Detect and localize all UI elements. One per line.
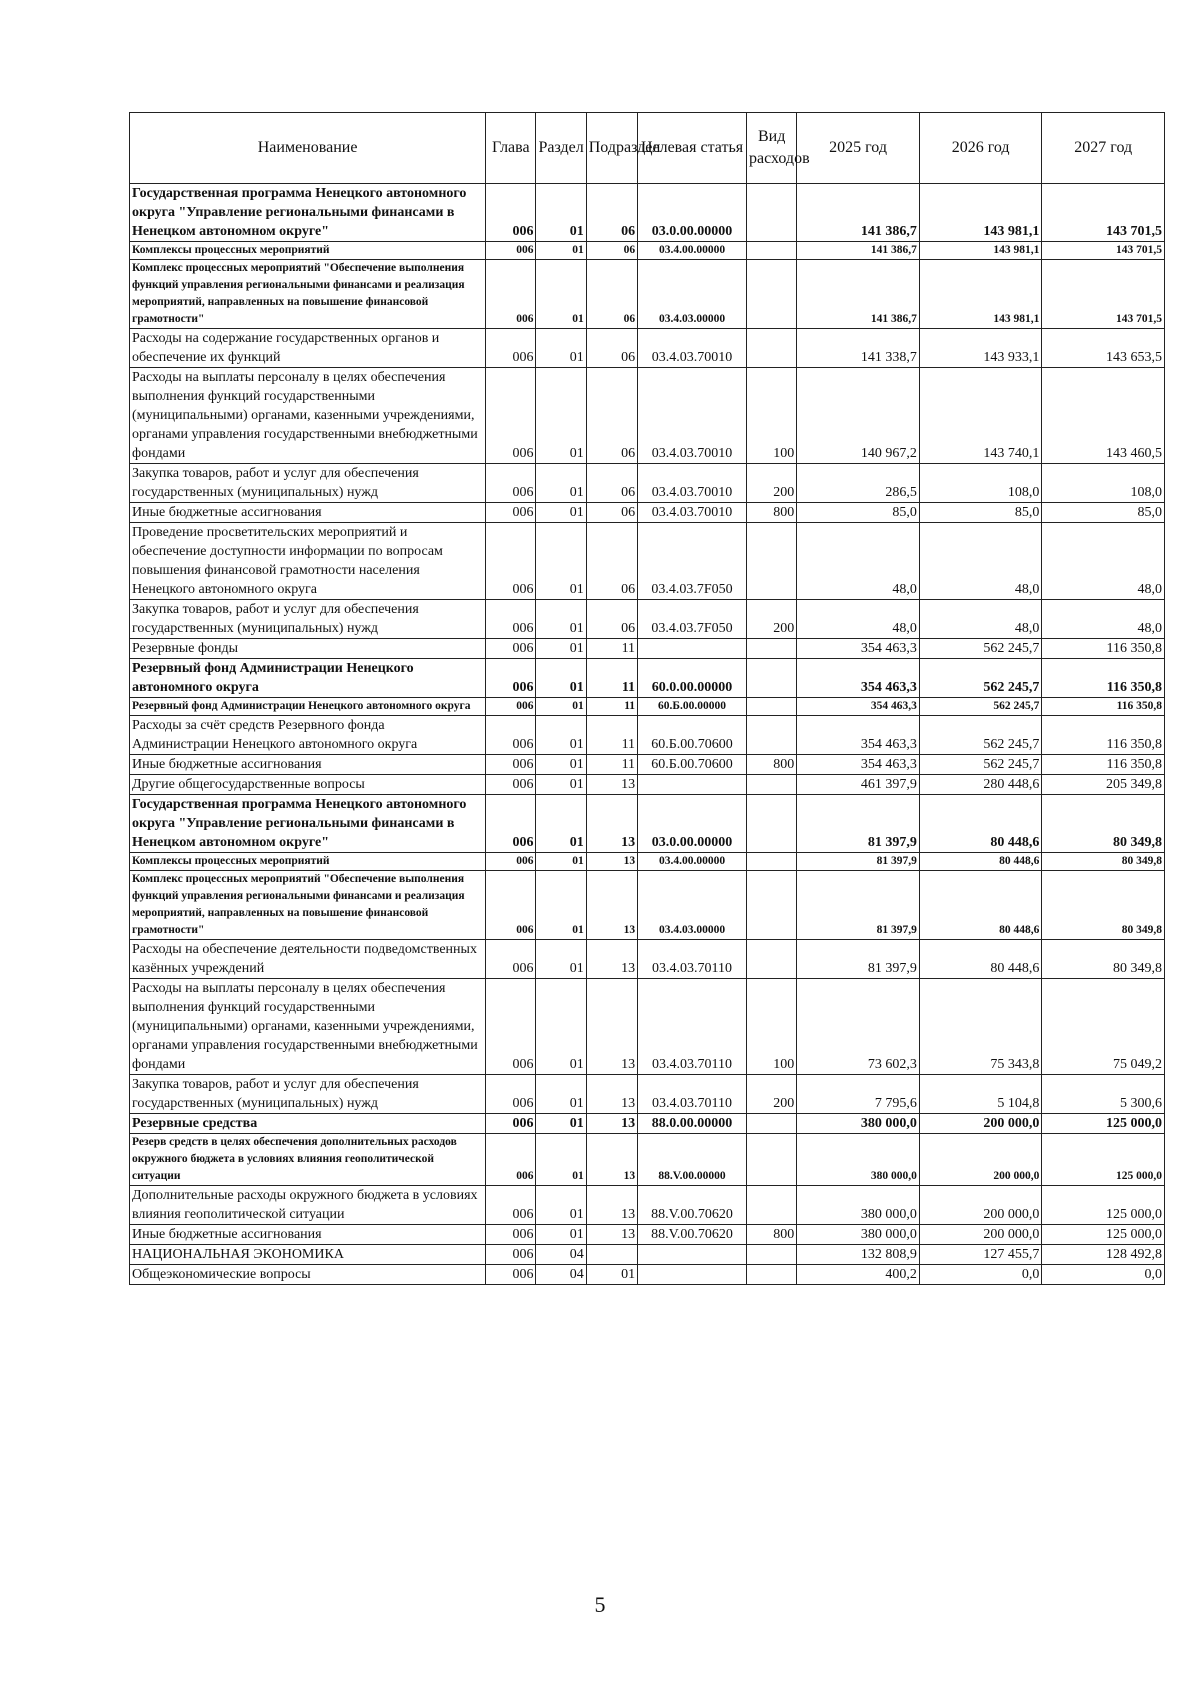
row-subsection: 06	[586, 260, 637, 329]
row-target: 03.4.03.70110	[638, 979, 747, 1075]
row-name: Государственная программа Ненецкого автономного округа "Управление региональными финансами в Ненецком автономном округе"	[130, 795, 486, 853]
row-name: Резервные фонды	[130, 639, 486, 659]
row-section: 01	[536, 716, 586, 755]
row-expense-type: 100	[747, 979, 797, 1075]
header-expense-type: Вид расходов	[747, 113, 797, 184]
row-2026: 80 448,6	[919, 871, 1042, 940]
row-2026: 143 740,1	[919, 368, 1042, 464]
row-chapter: 006	[486, 775, 536, 795]
table-row	[130, 184, 1165, 242]
row-name: Иные бюджетные ассигнования	[130, 1225, 486, 1245]
row-expense-type	[747, 1134, 797, 1186]
row-chapter: 006	[486, 755, 536, 775]
row-2025: 354 463,3	[797, 755, 920, 775]
row-target: 03.4.03.70110	[638, 1075, 747, 1114]
row-2027: 143 460,5	[1042, 368, 1165, 464]
row-2027: 125 000,0	[1042, 1134, 1165, 1186]
row-2027: 80 349,8	[1042, 795, 1165, 853]
row-expense-type: 800	[747, 503, 797, 523]
row-chapter: 006	[486, 1114, 536, 1134]
row-chapter: 006	[486, 260, 536, 329]
row-section: 01	[536, 1134, 586, 1186]
row-2025: 461 397,9	[797, 775, 920, 795]
row-subsection: 06	[586, 184, 637, 242]
row-subsection: 13	[586, 871, 637, 940]
row-expense-type	[747, 1245, 797, 1265]
row-2026: 562 245,7	[919, 639, 1042, 659]
row-target: 60.0.00.00000	[638, 659, 747, 698]
row-section: 01	[536, 871, 586, 940]
row-section: 04	[536, 1265, 586, 1285]
row-chapter: 006	[486, 871, 536, 940]
row-section: 01	[536, 775, 586, 795]
row-2027: 5 300,6	[1042, 1075, 1165, 1114]
row-target: 03.4.00.00000	[638, 242, 747, 260]
row-expense-type	[747, 1265, 797, 1285]
row-2025: 48,0	[797, 600, 920, 639]
row-name: НАЦИОНАЛЬНАЯ ЭКОНОМИКА	[130, 1245, 486, 1265]
row-name: Иные бюджетные ассигнования	[130, 503, 486, 523]
table-row	[130, 464, 1165, 503]
row-chapter: 006	[486, 1245, 536, 1265]
row-2027: 116 350,8	[1042, 698, 1165, 716]
row-2025: 380 000,0	[797, 1225, 920, 1245]
row-2026: 562 245,7	[919, 698, 1042, 716]
row-subsection: 13	[586, 979, 637, 1075]
row-name: Государственная программа Ненецкого автономного округа "Управление региональными финансами в Ненецком автономном округе"	[130, 184, 486, 242]
table-row	[130, 940, 1165, 979]
row-chapter: 006	[486, 639, 536, 659]
row-2026: 75 343,8	[919, 979, 1042, 1075]
row-2025: 141 338,7	[797, 329, 920, 368]
row-section: 01	[536, 329, 586, 368]
row-target: 03.4.03.70010	[638, 503, 747, 523]
row-expense-type	[747, 523, 797, 600]
row-target	[638, 775, 747, 795]
row-2027: 85,0	[1042, 503, 1165, 523]
row-2027: 108,0	[1042, 464, 1165, 503]
row-2025: 141 386,7	[797, 260, 920, 329]
row-name: Комплексы процессных мероприятий	[130, 242, 486, 260]
row-2026: 562 245,7	[919, 755, 1042, 775]
table-row	[130, 1134, 1165, 1186]
row-2026: 108,0	[919, 464, 1042, 503]
row-chapter: 006	[486, 242, 536, 260]
row-expense-type: 200	[747, 600, 797, 639]
row-subsection: 11	[586, 639, 637, 659]
row-target	[638, 1265, 747, 1285]
row-expense-type: 200	[747, 1075, 797, 1114]
row-target: 03.0.00.00000	[638, 795, 747, 853]
row-section: 01	[536, 795, 586, 853]
row-target: 03.4.03.70010	[638, 329, 747, 368]
table-row	[130, 329, 1165, 368]
row-chapter: 006	[486, 523, 536, 600]
row-2027: 143 701,5	[1042, 260, 1165, 329]
header-2027: 2027 год	[1042, 113, 1165, 184]
row-section: 01	[536, 940, 586, 979]
row-name: Общеэкономические вопросы	[130, 1265, 486, 1285]
row-expense-type	[747, 871, 797, 940]
table-row	[130, 853, 1165, 871]
header-section: Раздел	[536, 113, 586, 184]
row-target: 03.4.03.00000	[638, 260, 747, 329]
row-name: Резервный фонд Администрации Ненецкого автономного округа	[130, 698, 486, 716]
row-chapter: 006	[486, 1075, 536, 1114]
row-chapter: 006	[486, 716, 536, 755]
row-chapter: 006	[486, 600, 536, 639]
row-section: 01	[536, 1075, 586, 1114]
row-2025: 73 602,3	[797, 979, 920, 1075]
row-chapter: 006	[486, 979, 536, 1075]
row-section: 01	[536, 503, 586, 523]
row-subsection: 13	[586, 1114, 637, 1134]
page-number: 5	[594, 1592, 606, 1617]
table-row	[130, 716, 1165, 755]
row-chapter: 006	[486, 853, 536, 871]
row-2027: 116 350,8	[1042, 716, 1165, 755]
row-chapter: 006	[486, 659, 536, 698]
row-section: 01	[536, 853, 586, 871]
row-section: 01	[536, 464, 586, 503]
table-row	[130, 659, 1165, 698]
table-row	[130, 698, 1165, 716]
row-2026: 48,0	[919, 523, 1042, 600]
row-expense-type: 800	[747, 1225, 797, 1245]
row-section: 04	[536, 1245, 586, 1265]
row-chapter: 006	[486, 1186, 536, 1225]
row-expense-type	[747, 795, 797, 853]
row-name: Резервные средства	[130, 1114, 486, 1134]
row-section: 01	[536, 1225, 586, 1245]
row-name: Расходы на выплаты персоналу в целях обеспечения выполнения функций государственными (муниципальными) органами, казенными учреждениями, органами управления государственными внебюджетными фондами	[130, 979, 486, 1075]
table-row	[130, 871, 1165, 940]
row-2026: 200 000,0	[919, 1134, 1042, 1186]
row-target	[638, 1245, 747, 1265]
row-2026: 48,0	[919, 600, 1042, 639]
row-subsection: 13	[586, 775, 637, 795]
row-2025: 7 795,6	[797, 1075, 920, 1114]
row-name: Другие общегосударственные вопросы	[130, 775, 486, 795]
row-2027: 116 350,8	[1042, 659, 1165, 698]
table-row	[130, 503, 1165, 523]
row-expense-type	[747, 639, 797, 659]
table-row	[130, 1186, 1165, 1225]
row-name: Комплекс процессных мероприятий "Обеспечение выполнения функций управления региональными финансами и реализация мероприятий, направленных на повышение финансовой грамотности"	[130, 260, 486, 329]
header-2025: 2025 год	[797, 113, 920, 184]
row-name: Закупка товаров, работ и услуг для обеспечения государственных (муниципальных) нужд	[130, 600, 486, 639]
table-row	[130, 1075, 1165, 1114]
row-name: Резервный фонд Администрации Ненецкого автономного округа	[130, 659, 486, 698]
row-2027: 116 350,8	[1042, 755, 1165, 775]
row-chapter: 006	[486, 940, 536, 979]
row-target: 88.V.00.70620	[638, 1186, 747, 1225]
row-section: 01	[536, 600, 586, 639]
row-2027: 80 349,8	[1042, 940, 1165, 979]
row-2026: 562 245,7	[919, 716, 1042, 755]
row-2027: 80 349,8	[1042, 853, 1165, 871]
row-name: Закупка товаров, работ и услуг для обеспечения государственных (муниципальных) нужд	[130, 464, 486, 503]
row-2026: 80 448,6	[919, 853, 1042, 871]
row-section: 01	[536, 1114, 586, 1134]
row-target: 88.V.00.00000	[638, 1134, 747, 1186]
row-name: Расходы за счёт средств Резервного фонда Администрации Ненецкого автономного округа	[130, 716, 486, 755]
row-2025: 141 386,7	[797, 184, 920, 242]
table-row	[130, 1245, 1165, 1265]
row-chapter: 006	[486, 368, 536, 464]
row-target: 03.0.00.00000	[638, 184, 747, 242]
row-subsection: 13	[586, 795, 637, 853]
row-expense-type	[747, 1186, 797, 1225]
row-2025: 380 000,0	[797, 1114, 920, 1134]
row-subsection: 06	[586, 523, 637, 600]
row-subsection: 13	[586, 1075, 637, 1114]
row-name: Дополнительные расходы окружного бюджета в условиях влияния геополитической ситуации	[130, 1186, 486, 1225]
row-2025: 380 000,0	[797, 1134, 920, 1186]
row-2025: 85,0	[797, 503, 920, 523]
row-2025: 81 397,9	[797, 940, 920, 979]
row-expense-type	[747, 716, 797, 755]
row-section: 01	[536, 659, 586, 698]
row-section: 01	[536, 368, 586, 464]
row-2027: 125 000,0	[1042, 1225, 1165, 1245]
row-subsection: 11	[586, 659, 637, 698]
table-row	[130, 600, 1165, 639]
row-chapter: 006	[486, 1225, 536, 1245]
table-row	[130, 755, 1165, 775]
row-expense-type	[747, 242, 797, 260]
table-row	[130, 368, 1165, 464]
row-target: 03.4.03.70110	[638, 940, 747, 979]
row-expense-type	[747, 184, 797, 242]
row-2026: 143 981,1	[919, 260, 1042, 329]
row-2027: 48,0	[1042, 523, 1165, 600]
row-2026: 143 933,1	[919, 329, 1042, 368]
table-row	[130, 1265, 1165, 1285]
table-row	[130, 1114, 1165, 1134]
row-2025: 354 463,3	[797, 716, 920, 755]
row-target: 03.4.03.7F050	[638, 523, 747, 600]
row-subsection: 06	[586, 329, 637, 368]
row-chapter: 006	[486, 503, 536, 523]
row-2025: 380 000,0	[797, 1186, 920, 1225]
row-section: 01	[536, 523, 586, 600]
row-2025: 81 397,9	[797, 853, 920, 871]
table-row	[130, 775, 1165, 795]
row-2026: 80 448,6	[919, 940, 1042, 979]
row-2026: 143 981,1	[919, 184, 1042, 242]
row-target	[638, 639, 747, 659]
row-2027: 116 350,8	[1042, 639, 1165, 659]
row-2026: 127 455,7	[919, 1245, 1042, 1265]
row-subsection: 06	[586, 242, 637, 260]
row-expense-type	[747, 329, 797, 368]
row-2027: 128 492,8	[1042, 1245, 1165, 1265]
row-2025: 81 397,9	[797, 871, 920, 940]
row-2026: 85,0	[919, 503, 1042, 523]
row-2026: 80 448,6	[919, 795, 1042, 853]
row-name: Закупка товаров, работ и услуг для обеспечения государственных (муниципальных) нужд	[130, 1075, 486, 1114]
row-chapter: 006	[486, 329, 536, 368]
header-target: Целевая статья	[638, 113, 747, 184]
row-subsection: 01	[586, 1265, 637, 1285]
table-row	[130, 1225, 1165, 1245]
row-2025: 140 967,2	[797, 368, 920, 464]
row-2027: 48,0	[1042, 600, 1165, 639]
row-subsection: 13	[586, 1186, 637, 1225]
row-target: 03.4.03.00000	[638, 871, 747, 940]
row-expense-type	[747, 698, 797, 716]
row-2027: 143 653,5	[1042, 329, 1165, 368]
row-target: 03.4.00.00000	[638, 853, 747, 871]
row-subsection: 06	[586, 503, 637, 523]
header-subsection: Подраздел	[586, 113, 637, 184]
row-2025: 286,5	[797, 464, 920, 503]
row-subsection: 13	[586, 1134, 637, 1186]
row-2027: 0,0	[1042, 1265, 1165, 1285]
row-2026: 5 104,8	[919, 1075, 1042, 1114]
row-name: Комплекс процессных мероприятий "Обеспечение выполнения функций управления региональными финансами и реализация мероприятий, направленных на повышение финансовой грамотности"	[130, 871, 486, 940]
row-section: 01	[536, 979, 586, 1075]
row-chapter: 006	[486, 464, 536, 503]
row-2025: 132 808,9	[797, 1245, 920, 1265]
table-row	[130, 795, 1165, 853]
row-name: Проведение просветительских мероприятий и обеспечение доступности информации по вопросам повышения финансовой грамотности населения Ненецкого автономного округа	[130, 523, 486, 600]
header-2026: 2026 год	[919, 113, 1042, 184]
row-section: 01	[536, 184, 586, 242]
row-name: Резерв средств в целях обеспечения дополнительных расходов окружного бюджета в условиях влияния геополитической ситуации	[130, 1134, 486, 1186]
row-section: 01	[536, 639, 586, 659]
table-row	[130, 639, 1165, 659]
row-chapter: 006	[486, 1265, 536, 1285]
row-section: 01	[536, 698, 586, 716]
row-2026: 200 000,0	[919, 1225, 1042, 1245]
row-subsection: 13	[586, 1225, 637, 1245]
row-target: 60.Б.00.70600	[638, 755, 747, 775]
header-row	[130, 113, 1165, 184]
row-name: Комплексы процессных мероприятий	[130, 853, 486, 871]
row-expense-type: 800	[747, 755, 797, 775]
budget-table	[129, 112, 1165, 1285]
row-expense-type	[747, 260, 797, 329]
row-chapter: 006	[486, 1134, 536, 1186]
row-2025: 141 386,7	[797, 242, 920, 260]
row-2027: 125 000,0	[1042, 1186, 1165, 1225]
table-row	[130, 523, 1165, 600]
row-2025: 354 463,3	[797, 659, 920, 698]
row-2025: 48,0	[797, 523, 920, 600]
row-2026: 0,0	[919, 1265, 1042, 1285]
row-target: 60.Б.00.70600	[638, 716, 747, 755]
header-chapter: Глава	[486, 113, 536, 184]
row-2025: 354 463,3	[797, 639, 920, 659]
row-section: 01	[536, 242, 586, 260]
row-2027: 75 049,2	[1042, 979, 1165, 1075]
row-2027: 143 701,5	[1042, 184, 1165, 242]
row-subsection: 13	[586, 853, 637, 871]
row-target: 03.4.03.70010	[638, 368, 747, 464]
row-expense-type	[747, 775, 797, 795]
row-2026: 562 245,7	[919, 659, 1042, 698]
row-subsection: 06	[586, 600, 637, 639]
row-subsection: 13	[586, 940, 637, 979]
table-row	[130, 242, 1165, 260]
row-name: Расходы на обеспечение деятельности подведомственных казённых учреждений	[130, 940, 486, 979]
row-target: 03.4.03.70010	[638, 464, 747, 503]
row-subsection	[586, 1245, 637, 1265]
row-name: Расходы на выплаты персоналу в целях обеспечения выполнения функций государственными (муниципальными) органами, казенными учреждениями, органами управления государственными внебюджетными фондами	[130, 368, 486, 464]
row-2027: 80 349,8	[1042, 871, 1165, 940]
row-2025: 400,2	[797, 1265, 920, 1285]
table-row	[130, 260, 1165, 329]
row-expense-type	[747, 659, 797, 698]
row-target: 60.Б.00.00000	[638, 698, 747, 716]
row-expense-type	[747, 1114, 797, 1134]
row-subsection: 11	[586, 698, 637, 716]
row-expense-type	[747, 940, 797, 979]
row-2025: 81 397,9	[797, 795, 920, 853]
row-expense-type	[747, 853, 797, 871]
row-target: 88.V.00.70620	[638, 1225, 747, 1245]
row-expense-type: 200	[747, 464, 797, 503]
row-2027: 205 349,8	[1042, 775, 1165, 795]
row-subsection: 06	[586, 368, 637, 464]
row-2025: 354 463,3	[797, 698, 920, 716]
row-2026: 143 981,1	[919, 242, 1042, 260]
row-name: Иные бюджетные ассигнования	[130, 755, 486, 775]
table-row	[130, 979, 1165, 1075]
row-name: Расходы на содержание государственных органов и обеспечение их функций	[130, 329, 486, 368]
row-2027: 143 701,5	[1042, 242, 1165, 260]
row-section: 01	[536, 755, 586, 775]
row-subsection: 11	[586, 755, 637, 775]
row-2026: 200 000,0	[919, 1186, 1042, 1225]
row-target: 03.4.03.7F050	[638, 600, 747, 639]
row-2027: 125 000,0	[1042, 1114, 1165, 1134]
row-chapter: 006	[486, 698, 536, 716]
row-2026: 200 000,0	[919, 1114, 1042, 1134]
row-2026: 280 448,6	[919, 775, 1042, 795]
row-chapter: 006	[486, 184, 536, 242]
row-section: 01	[536, 1186, 586, 1225]
row-expense-type: 100	[747, 368, 797, 464]
row-section: 01	[536, 260, 586, 329]
row-chapter: 006	[486, 795, 536, 853]
row-target: 88.0.00.00000	[638, 1114, 747, 1134]
row-subsection: 11	[586, 716, 637, 755]
row-subsection: 06	[586, 464, 637, 503]
header-name: Наименование	[130, 113, 486, 184]
